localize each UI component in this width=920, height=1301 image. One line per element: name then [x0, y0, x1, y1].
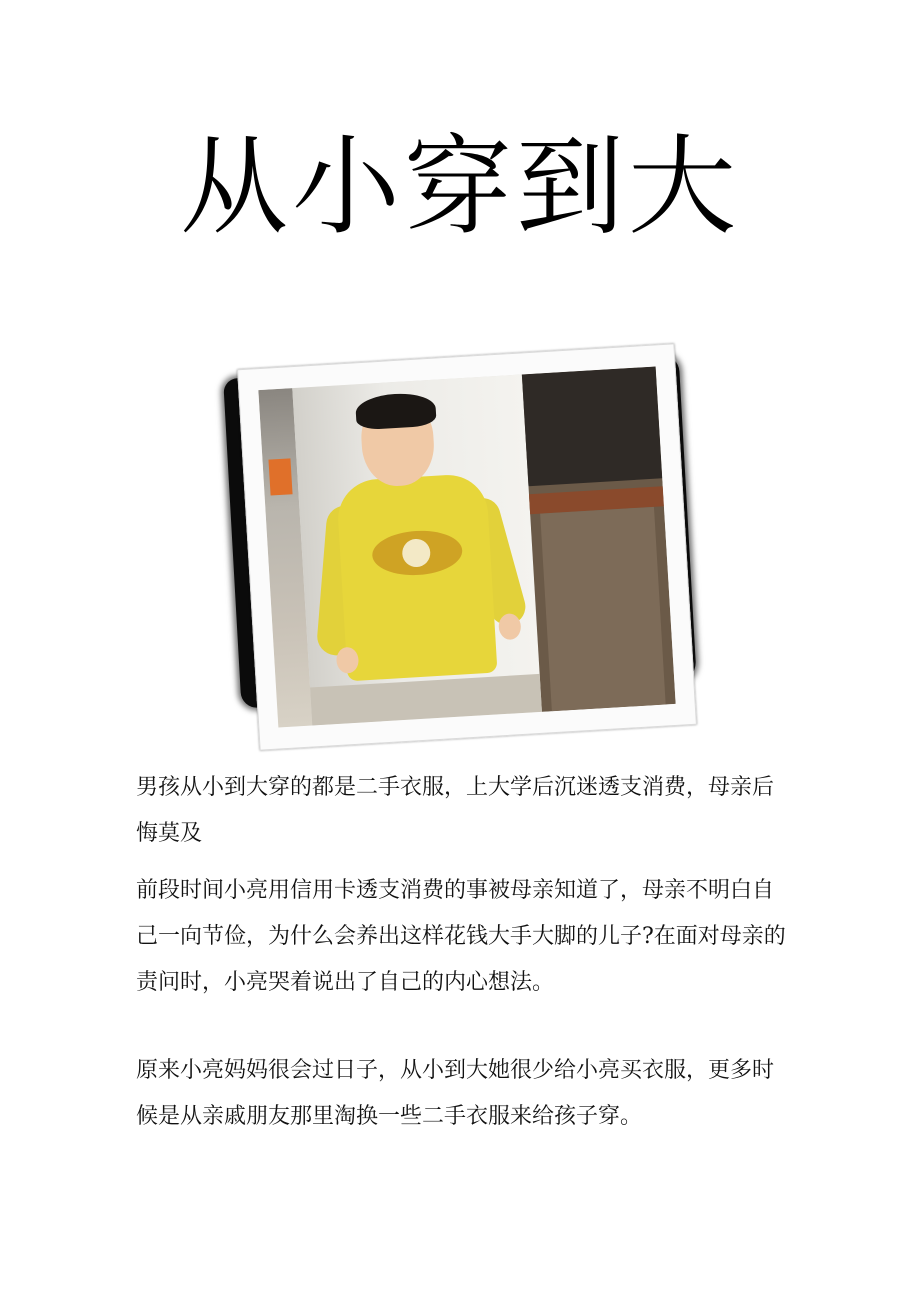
- child-yellow-shirt: [336, 473, 498, 682]
- photo-bg-orange-object: [268, 458, 292, 495]
- paragraph-1: 男孩从小到大穿的都是二手衣服，上大学后沉迷透支消费，母亲后悔莫及: [136, 775, 775, 846]
- photo-frame: [218, 330, 704, 730]
- paragraph-2: 前段时间小亮用信用卡透支消费的事被母亲知道了，母亲不明白自己一向节俭，为什么会养出这样花钱大手大脚的儿子?在面对母亲的责问时，小亮哭着说出了自己的内心想法。: [136, 878, 786, 995]
- paragraph-3: 原来小亮妈妈很会过日子，从小到大她很少给小亮买衣服，更多时候是从亲戚朋友那里淘换一些二手衣服来给孩子穿。: [136, 1058, 775, 1129]
- child-photo: [258, 366, 675, 727]
- photo-bg-cabinet-low: [540, 507, 666, 711]
- photo-bg-cabinet: [522, 366, 662, 486]
- page-title: 从小穿到大: [179, 125, 740, 250]
- photo-card: [237, 343, 697, 750]
